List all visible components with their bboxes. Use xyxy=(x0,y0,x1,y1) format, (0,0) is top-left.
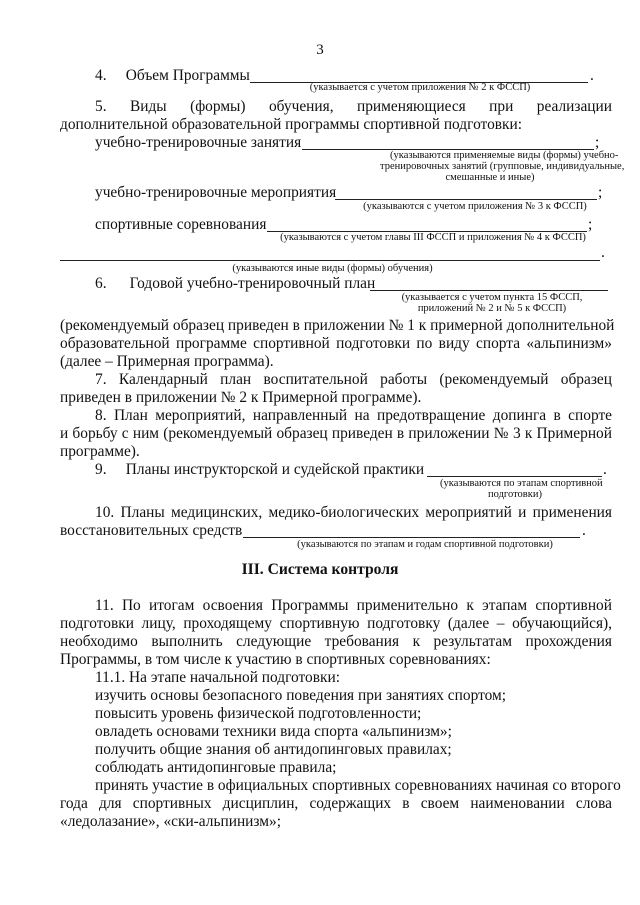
item10-hint: (указываются по этапам и годам спортивной подготовки) xyxy=(297,539,553,550)
competitions-end: ; xyxy=(588,216,593,233)
item6-label: 6. Годовой учебно-тренировочный план xyxy=(95,275,376,292)
training-sessions-hint-1: (указываются применяемые виды (формы) учебно- xyxy=(390,150,619,161)
competitions-label: спортивные соревнования xyxy=(95,216,267,233)
item6-hint-2: приложений № 2 и № 5 к ФССП) xyxy=(417,303,567,314)
p11-line2: подготовки лицу, проходящему спортивную подготовку (далее – обучающийся), xyxy=(60,615,612,632)
p11-line1: 11. По итогам освоения Программы применительно к этапам спортивной xyxy=(95,597,612,614)
item9-fill-line xyxy=(427,476,602,477)
other-forms-hint: (указываются иные виды (формы) обучения) xyxy=(232,263,433,274)
item6-line3: (далее – Примерная программа). xyxy=(60,353,274,370)
training-events-hint: (указываются с учетом приложения № 3 к ФССП) xyxy=(363,201,587,212)
page-number: 3 xyxy=(316,42,324,58)
item10-line1: 10. Планы медицинских, медико-биологических мероприятий и применения xyxy=(95,504,612,521)
training-sessions-hint-2: тренировочных занятий (групповые, индивидуальные, xyxy=(380,161,625,172)
item8-line2: и борьбу с ним (рекомендуемый образец приведен в приложении № 3 к Примерной xyxy=(60,425,612,442)
item9-end: . xyxy=(603,461,607,478)
item8-line1: 8. План мероприятий, направленный на предотвращение допинга в спорте xyxy=(95,407,612,424)
requirement-3: овладеть основами техники вида спорта «альпинизм»; xyxy=(95,723,452,740)
other-forms-end: . xyxy=(601,244,605,261)
item6-fill-line xyxy=(370,290,608,291)
training-sessions-end: ; xyxy=(595,134,600,151)
item9-hint-2: подготовки) xyxy=(488,489,542,500)
competitions-hint: (указываются с учетом главы III ФССП и приложения № 4 к ФССП) xyxy=(280,232,586,243)
training-events-end: ; xyxy=(598,184,603,201)
requirement-6-line2: года для спортивных дисциплин, содержащих в своем наименовании слова xyxy=(60,795,612,812)
item6-line2: образовательной программе спортивной подготовки по виду спорта «альпинизм» xyxy=(60,335,612,352)
training-events-label: учебно-тренировочные мероприятия xyxy=(95,184,337,201)
item5-line2: дополнительной образовательной программы спортивной подготовки: xyxy=(60,116,523,133)
item6-hint-1: (указывается с учетом пункта 15 ФССП, xyxy=(401,292,583,303)
item9-hint-1: (указываются по этапам спортивной xyxy=(440,478,603,489)
item4-end: . xyxy=(590,67,594,84)
item4-label: 4. Объем Программы xyxy=(95,67,250,84)
p11-line4: Программы, в том числе к участию в спортивных соревнованиях: xyxy=(60,651,491,668)
requirement-1: изучить основы безопасного поведения при занятиях спортом; xyxy=(95,687,507,704)
item9-label: 9. Планы инструкторской и судейской практики xyxy=(95,461,425,478)
item4-hint: (указывается с учетом приложения № 2 к ФССП) xyxy=(309,82,531,93)
requirement-4: получить общие знания об антидопинговых правилах; xyxy=(95,741,452,758)
training-events-fill-line xyxy=(335,199,597,200)
item10-line2: восстановительных средств xyxy=(60,522,243,539)
item10-end: . xyxy=(582,522,586,539)
requirement-5: соблюдать антидопинговые правила; xyxy=(95,759,337,776)
subsection-11-1: 11.1. На этапе начальной подготовки: xyxy=(95,669,341,686)
section-heading: III. Система контроля xyxy=(241,561,399,578)
requirement-2: повысить уровень физической подготовленности; xyxy=(95,705,422,722)
item6-line1: (рекомендуемый образец приведен в приложении № 1 к примерной дополнительной xyxy=(60,317,615,334)
requirement-6-line1: принять участие в официальных спортивных соревнованиях начиная со второго xyxy=(95,777,621,794)
training-sessions-label: учебно-тренировочные занятия xyxy=(95,134,302,151)
training-sessions-hint-3: смешанные и иные) xyxy=(445,172,535,183)
item7-line1: 7. Календарный план воспитательной работы (рекомендуемый образец xyxy=(95,371,612,388)
p11-line3: необходимо выполнить следующие требования к результатам прохождения xyxy=(60,633,612,650)
other-forms-fill-line xyxy=(60,260,600,261)
item8-line3: программе). xyxy=(60,443,140,460)
item5-line1: 5. Виды (формы) обучения, применяющиеся при реализации xyxy=(95,98,612,115)
item10-fill-line xyxy=(243,537,580,538)
item7-line2: приведен в приложении № 2 к Примерной программе). xyxy=(60,389,422,406)
requirement-6-line3: «ледолазание», «ски-альпинизм»; xyxy=(60,813,281,830)
